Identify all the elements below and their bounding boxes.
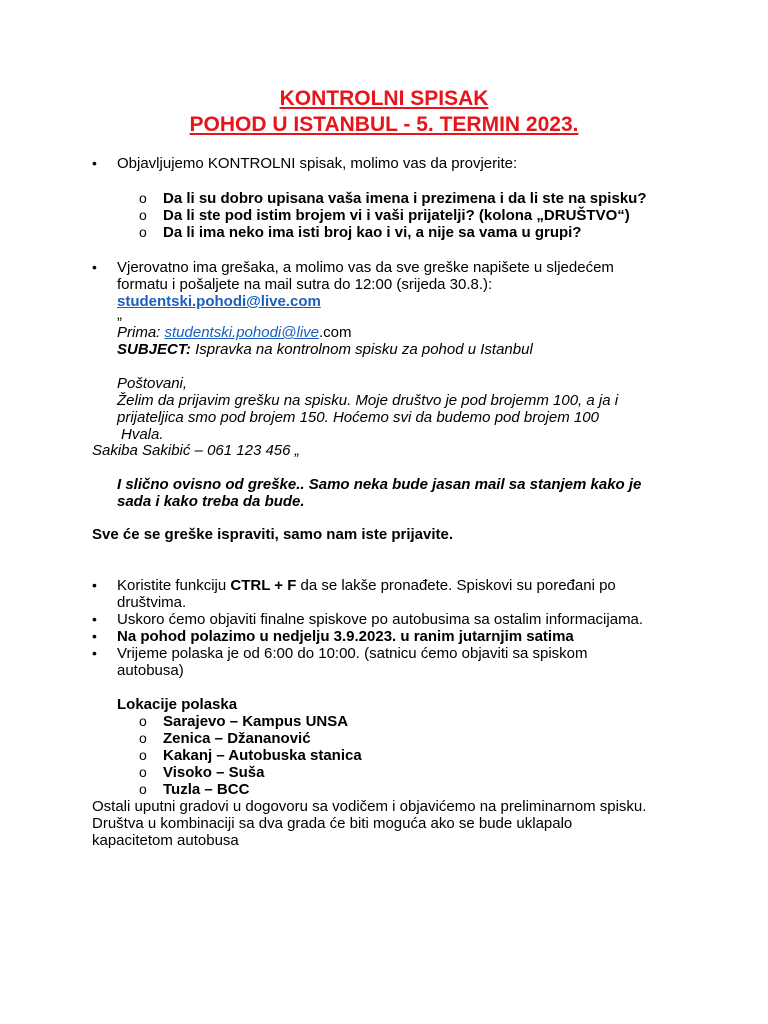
time-line: Vrijeme polaska je od 6:00 do 10:00. (satnicu ćemo objaviti sa spiskom [117, 645, 588, 662]
sub-bullet: o [139, 190, 147, 206]
ctrl-post: da se lakše pronađete. Spiskovi su poređani po [296, 577, 616, 594]
ctrl-pre: Koristite funkciju [117, 577, 231, 594]
sub-bullet: o [139, 713, 147, 729]
sub-bullet: o [139, 747, 147, 763]
subject-text: Ispravka na kontrolnom spisku za pohod u Istanbul [190, 341, 533, 358]
locations-heading: Lokacije polaska [117, 696, 238, 713]
bullet-dot: • [92, 259, 97, 275]
other-line: Ostali uputni gradovi u dogovoru sa vodičem i objavićemo na preliminarnom spisku. [92, 798, 647, 815]
bullet-dot: • [92, 645, 97, 661]
check-item: Da li su dobro upisana vaša imena i prezimena i da li ste na spisku? [163, 190, 647, 207]
ctrl-keys: CTRL + F [230, 577, 297, 594]
note-line: I slično ovisno od greške.. Samo neka bude jasan mail sa stanjem kako je [117, 476, 642, 493]
other-line: kapacitetom autobusa [92, 832, 239, 849]
bullet-dot: • [92, 155, 97, 171]
location-item: Zenica – Džananović [163, 730, 311, 747]
prima-suffix: .com [319, 324, 352, 341]
ctrl-line [117, 577, 616, 594]
note-line: sada i kako treba da bude. [117, 493, 305, 510]
intro-text: Objavljujemo KONTROLNI spisak, molimo vas da provjerite: [117, 155, 518, 172]
letter-line: Hvala. [121, 426, 164, 443]
location-item: Visoko – Suša [163, 764, 265, 781]
bullet-dot: • [92, 628, 97, 644]
bullet-dot: • [92, 611, 97, 627]
check-item: Da li ima neko ima isti broj kao i vi, a nije sa vama u grupi? [163, 224, 582, 241]
letter-greeting: Poštovani, [117, 375, 188, 392]
sub-bullet: o [139, 781, 147, 797]
other-cities-text [92, 798, 646, 849]
prima-label: Prima: [117, 324, 165, 341]
time-text [117, 645, 588, 679]
subject-line [117, 341, 533, 358]
bullet-dot: • [92, 577, 97, 593]
errors-line: Vjerovatno ima grešaka, a molimo vas da sve greške napišete u sljedećem [117, 259, 614, 276]
ctrl-line: društvima. [117, 594, 187, 611]
letter-line: prijateljica smo pod brojem 150. Hoćemo svi da budemo pod brojem 100 [117, 409, 599, 426]
document-subtitle: POHOD U ISTANBUL - 5. TERMIN 2023. [189, 113, 579, 136]
letter-body [117, 375, 618, 443]
location-item: Tuzla – BCC [163, 781, 250, 798]
letter-line: Želim da prijavim grešku na spisku. Moje društvo je pod brojemm 100, a ja i [117, 392, 619, 409]
location-item: Sarajevo – Kampus UNSA [163, 713, 349, 730]
departure-text: Na pohod polazimo u nedjelju 3.9.2023. u ranim jutarnjim satima [117, 628, 574, 645]
prima-email-link[interactable]: studentski.pohodi@live [164, 324, 319, 341]
prima-line [117, 324, 352, 341]
document-title: KONTROLNI SPISAK [279, 87, 489, 110]
errors-text [117, 259, 614, 310]
sub-bullet: o [139, 730, 147, 746]
time-line: autobusa) [117, 662, 184, 679]
final-lists-text: Uskoro ćemo objaviti finalne spiskove po autobusima sa ostalim informacijama. [117, 611, 644, 628]
sub-bullet: o [139, 207, 147, 223]
fix-note: Sve će se greške ispraviti, samo nam iste prijavite. [92, 526, 454, 543]
location-item: Kakanj – Autobuska stanica [163, 747, 362, 764]
ctrl-text [117, 577, 616, 611]
errors-line: formatu i pošaljete na mail sutra do 12:00 (srijeda 30.8.): [117, 276, 493, 293]
email-link[interactable]: studentski.pohodi@live.com [117, 293, 321, 310]
sub-bullet: o [139, 224, 147, 240]
sub-bullet: o [139, 764, 147, 780]
subject-label: SUBJECT: [117, 341, 191, 358]
other-line: Društva u kombinaciji sa dva grada će biti moguća ako se bude uklapalo [92, 815, 573, 832]
quote-mark: „ [117, 306, 122, 323]
note-text [117, 476, 641, 510]
signature: Sakiba Sakibić – 061 123 456 „ [92, 442, 300, 459]
check-item: Da li ste pod istim brojem vi i vaši prijatelji? (kolona „DRUŠTVO“) [163, 207, 630, 224]
